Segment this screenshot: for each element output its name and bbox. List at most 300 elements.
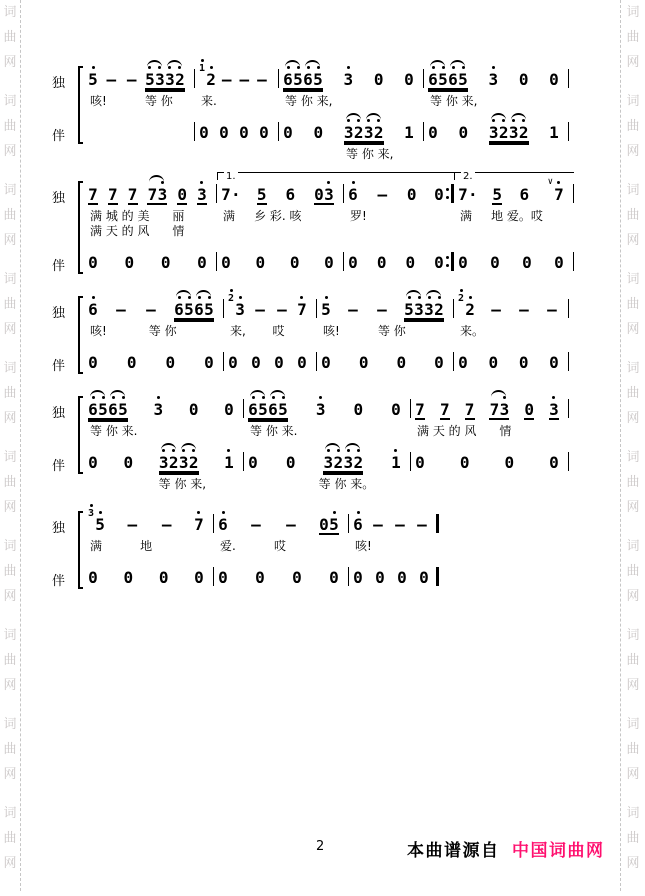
note [517, 301, 531, 318]
augmentation-dot: · [468, 185, 478, 204]
slur-arc [491, 390, 506, 397]
watermark-char: 网 [626, 144, 640, 159]
note-digit: 6 [519, 185, 530, 204]
slur-arc [270, 390, 285, 397]
note [128, 186, 138, 205]
lyrics-line: 满 城 的 美 丽 [90, 209, 185, 223]
watermark-char: 网 [626, 411, 640, 426]
rest: 0 [375, 568, 385, 587]
note [197, 254, 207, 271]
duration-dash: — [277, 300, 287, 319]
note [161, 254, 171, 271]
note [519, 186, 529, 203]
note [549, 354, 559, 371]
note [144, 301, 158, 318]
measures [84, 501, 439, 592]
note [490, 254, 500, 271]
acc-notes-row [317, 339, 454, 377]
slur-arc [285, 60, 300, 67]
note [88, 186, 98, 205]
measure [84, 386, 244, 492]
watermark-char: 词 [626, 361, 640, 376]
note-digit: 5 [329, 515, 339, 534]
lyrics-line: 来。 [460, 324, 485, 338]
acc-notes-row [84, 339, 224, 377]
measure [217, 171, 344, 277]
note [88, 71, 98, 88]
slur-arc [345, 443, 360, 450]
measures [84, 171, 574, 277]
measure [454, 286, 569, 377]
note [519, 354, 529, 371]
acc-notes-row [84, 239, 217, 277]
note [251, 354, 261, 371]
note-digit: 2 [175, 70, 185, 89]
slur-arc [430, 60, 445, 67]
duration-dash: — [251, 515, 261, 534]
system [52, 56, 597, 162]
note [221, 254, 231, 271]
measure [244, 386, 411, 492]
note [88, 401, 128, 420]
note-digit: 5 [438, 70, 448, 89]
note [488, 354, 498, 371]
duration-dash: — [161, 515, 172, 534]
note-digit: 7 [194, 515, 204, 534]
measure [424, 56, 569, 162]
note [377, 254, 387, 271]
rest: 0 [522, 253, 532, 272]
note [257, 186, 267, 205]
note-digit: 6 [108, 400, 118, 419]
note-digit: 3 [178, 453, 189, 472]
note [489, 301, 503, 318]
note [458, 254, 468, 271]
note-digit: 5 [118, 400, 128, 419]
note [407, 186, 417, 203]
note-digit: 7 [489, 400, 500, 419]
measures [84, 386, 569, 492]
rest: 0 [248, 453, 258, 472]
system-bracket [78, 511, 83, 589]
slur-arc [147, 60, 162, 67]
left-dashed-divider [20, 0, 21, 891]
note [125, 516, 139, 533]
note-digit: 5 [313, 70, 323, 89]
rest: 0 [177, 185, 187, 204]
note [547, 177, 564, 204]
acc-label: 伴 [52, 359, 66, 374]
note [88, 569, 98, 586]
note-digit: 2 [188, 453, 199, 472]
rest: 0 [353, 568, 363, 587]
note [224, 401, 234, 418]
rest: 0 [428, 123, 438, 142]
rest: 0 [549, 353, 559, 372]
rest: 0 [285, 453, 296, 472]
watermark-char: 词 [626, 5, 640, 20]
watermark-char: 词 [3, 272, 17, 287]
note-digit: 5 [95, 515, 105, 534]
acc-notes-row [454, 339, 569, 377]
note [88, 254, 98, 271]
note [375, 569, 385, 586]
rest: 0 [434, 185, 444, 204]
grace-note: 2 [228, 294, 234, 311]
rest: 0 [292, 568, 302, 587]
watermark-group [2, 540, 18, 615]
slur-arc [325, 443, 340, 450]
acc-notes-row [344, 239, 454, 277]
rest: 0 [123, 453, 134, 472]
note [549, 124, 559, 141]
note [104, 71, 118, 88]
note [313, 124, 323, 141]
watermark-char: 曲 [3, 208, 17, 223]
watermark-left [2, 6, 18, 896]
rest: 0 [321, 353, 331, 372]
note-digit: 6 [268, 400, 278, 419]
watermark-char: 网 [3, 411, 17, 426]
rest: 0 [126, 353, 137, 372]
measure [279, 56, 424, 162]
note-digit: 7 [464, 400, 475, 419]
duration-dash: — [373, 515, 383, 534]
note [458, 185, 478, 204]
note [465, 401, 475, 420]
note-digit: 5 [88, 70, 98, 89]
rest: 0 [165, 353, 176, 372]
note [108, 186, 118, 205]
solo-label: 独 [52, 306, 66, 321]
note [343, 71, 353, 88]
solo-notes-row [454, 171, 574, 209]
note-digit: 3 [424, 300, 434, 319]
rest: 0 [458, 353, 468, 372]
rest: 0 [415, 453, 425, 472]
watermark-char: 网 [3, 678, 17, 693]
note-digit: 5 [278, 400, 288, 419]
measures [84, 56, 569, 162]
slur-arc [110, 390, 125, 397]
lyrics-line: 罗! [350, 209, 367, 223]
solo-notes-row [217, 171, 344, 209]
note-digit: 6 [285, 185, 296, 204]
rest: 0 [289, 253, 300, 272]
rest: 0 [218, 568, 228, 587]
note [292, 569, 302, 586]
rest: 0 [549, 453, 559, 472]
note-digit: 7 [458, 185, 468, 204]
slur-arc [250, 390, 265, 397]
note-digit: 5 [321, 300, 331, 319]
note [274, 354, 284, 371]
note [504, 454, 514, 471]
watermark-char: 词 [3, 806, 17, 821]
watermark-right [625, 6, 641, 896]
note-digit: 1 [391, 453, 401, 472]
note [199, 63, 216, 89]
system [52, 501, 597, 592]
watermark-char: 网 [3, 856, 17, 871]
rest: 0 [297, 353, 307, 372]
barline [568, 299, 570, 318]
note [348, 254, 358, 271]
watermark-char: 词 [626, 628, 640, 643]
system-labels [52, 386, 84, 492]
page-footer [0, 836, 645, 860]
note [321, 301, 331, 318]
watermark-char: 词 [3, 94, 17, 109]
note [549, 71, 559, 88]
note-digit: 7 [554, 185, 564, 204]
lyrics-line: 等 你 来, [90, 477, 207, 491]
note [458, 124, 468, 141]
note-digit: 5 [404, 300, 414, 319]
watermark-char: 曲 [626, 653, 640, 668]
lyrics-line: 等 你 来, [285, 147, 394, 161]
note [371, 516, 385, 533]
barline [573, 252, 575, 271]
lyrics-line: 满 天 的 风 情 [417, 424, 512, 438]
note [145, 71, 185, 90]
watermark-group [2, 95, 18, 170]
note-digit: 2 [168, 453, 179, 472]
system-bracket [78, 66, 83, 144]
solo-label: 独 [52, 406, 66, 421]
watermark-group [625, 184, 641, 259]
solo-label: 独 [52, 191, 66, 206]
watermark-group [2, 362, 18, 437]
slur-arc [90, 390, 105, 397]
watermark-char: 曲 [3, 653, 17, 668]
rest: 0 [88, 253, 98, 272]
lyrics-line: 等 你 来。 [250, 477, 375, 491]
note [319, 516, 339, 535]
note [218, 516, 228, 533]
note [489, 124, 529, 143]
note-digit: 7 [88, 185, 98, 204]
rest: 0 [406, 185, 417, 204]
note-digit: 6 [218, 515, 228, 534]
acc-notes-row [411, 439, 569, 477]
note-digit: 6 [348, 185, 358, 204]
note-digit: 3 [488, 123, 499, 142]
watermark-char: 网 [626, 233, 640, 248]
note [397, 569, 407, 586]
note-digit: 2 [373, 123, 384, 142]
slur-arc [346, 113, 361, 120]
solo-notes-row [344, 171, 454, 209]
rest: 0 [160, 253, 171, 272]
note [519, 71, 529, 88]
watermark-group [625, 362, 641, 437]
watermark-char: 词 [626, 272, 640, 287]
slur-arc [181, 443, 196, 450]
rest: 0 [123, 568, 134, 587]
slur-arc [426, 290, 441, 297]
note-digit: 6 [428, 70, 438, 89]
note-digit: 5 [184, 300, 194, 319]
note-digit: 3 [323, 453, 334, 472]
note-digit: 2 [206, 70, 216, 89]
final-barline [436, 567, 440, 586]
solo-notes-row [244, 386, 411, 424]
lyrics-line: 等 你 来. [250, 424, 298, 438]
note [405, 254, 415, 271]
measure [195, 56, 279, 162]
rest: 0 [329, 568, 339, 587]
watermark-group [625, 6, 641, 81]
watermark-char: 曲 [626, 475, 640, 490]
solo-notes-row [84, 501, 214, 539]
solo-notes-row [84, 171, 217, 209]
note [375, 301, 389, 318]
lyrics-line: 爱. 哎 [220, 539, 286, 553]
note [249, 516, 263, 533]
rest: 0 [554, 253, 564, 272]
note [199, 124, 209, 141]
rest: 0 [313, 123, 324, 142]
watermark-char: 曲 [3, 742, 17, 757]
barline [568, 122, 570, 141]
breath-mark: ∨ [547, 177, 553, 187]
note [88, 454, 98, 471]
slur-arc [491, 113, 506, 120]
note-digit: 2 [498, 123, 509, 142]
note-digit: 2 [353, 123, 364, 142]
acc-notes-row [84, 439, 244, 477]
rest: 0 [458, 123, 469, 142]
note-digit: 1 [549, 123, 559, 142]
note-digit: 5 [98, 400, 108, 419]
watermark-char: 词 [3, 450, 17, 465]
note [391, 454, 401, 471]
watermark-char: 网 [626, 55, 640, 70]
lyrics-line [217, 224, 344, 239]
rest: 0 [124, 253, 135, 272]
label-row [52, 209, 77, 224]
note [324, 254, 334, 271]
watermark-group [2, 451, 18, 526]
watermark-char: 曲 [3, 30, 17, 45]
rest: 0 [397, 568, 407, 587]
lyrics-line [195, 147, 279, 162]
barline [568, 399, 570, 418]
watermark-char: 曲 [3, 386, 17, 401]
watermark-char: 曲 [3, 831, 17, 846]
rest: 0 [158, 568, 169, 587]
watermark-group [625, 451, 641, 526]
note-digit: 7 [147, 185, 158, 204]
watermark-char: 曲 [626, 564, 640, 579]
acc-notes-row [84, 109, 195, 147]
note [323, 454, 363, 473]
system-labels [52, 171, 84, 277]
duration-dash: — [377, 185, 388, 204]
watermark-char: 曲 [3, 119, 17, 134]
slur-arc [406, 290, 421, 297]
rest: 0 [373, 70, 384, 89]
score [52, 56, 597, 601]
note [440, 401, 450, 420]
watermark-char: 曲 [3, 297, 17, 312]
page-number: 2 [316, 839, 325, 854]
note [248, 401, 288, 420]
grace-note: 2 [458, 294, 464, 311]
measures [84, 286, 569, 377]
note [159, 454, 199, 473]
rest: 0 [224, 400, 234, 419]
note-digit: 7 [221, 185, 231, 204]
note [123, 454, 133, 471]
barline [568, 69, 570, 88]
lyrics-line: 等 你 来, [285, 94, 333, 108]
note [434, 254, 444, 271]
measure [454, 171, 574, 277]
slur-arc [450, 60, 465, 67]
note-digit: 2 [333, 453, 344, 472]
watermark-char: 曲 [3, 564, 17, 579]
footer-site-link[interactable]: 中国词曲网 [512, 841, 605, 861]
watermark-char: 词 [3, 183, 17, 198]
rest: 0 [458, 253, 468, 272]
solo-label: 独 [52, 521, 66, 536]
augmentation-dot: · [231, 185, 241, 204]
system-labels [52, 286, 84, 377]
note [434, 186, 444, 203]
note [147, 186, 167, 205]
note [253, 301, 267, 318]
label-row [52, 224, 77, 239]
note [283, 124, 293, 141]
solo-notes-row [317, 286, 454, 324]
label-row [52, 539, 77, 554]
note-digit: 3 [324, 185, 334, 204]
note [239, 124, 249, 141]
watermark-group [2, 629, 18, 704]
duration-dash: — [146, 300, 156, 319]
label-row [52, 324, 77, 339]
note [221, 185, 241, 204]
note-digit: 0 [314, 185, 324, 204]
note-digit: 3 [343, 123, 354, 142]
rest: 0 [490, 253, 500, 272]
slur-arc [366, 113, 381, 120]
watermark-char: 曲 [626, 119, 640, 134]
note-digit: 6 [88, 300, 98, 319]
rest: 0 [396, 353, 407, 372]
note-digit: 5 [258, 400, 268, 419]
watermark-char: 曲 [3, 475, 17, 490]
watermark-char: 曲 [626, 386, 640, 401]
barline [568, 452, 570, 471]
solo-notes-row [195, 56, 279, 94]
note [545, 301, 559, 318]
watermark-char: 词 [626, 450, 640, 465]
note [285, 186, 295, 203]
watermark-group [625, 629, 641, 704]
note-digit: 1 [404, 123, 414, 142]
measure [84, 501, 214, 592]
rest: 0 [221, 253, 231, 272]
note-digit: 5 [492, 185, 502, 204]
note [284, 516, 298, 533]
rest: 0 [518, 353, 529, 372]
rest: 0 [419, 568, 429, 587]
rest: 0 [376, 253, 387, 272]
note-digit: 3 [157, 185, 168, 204]
